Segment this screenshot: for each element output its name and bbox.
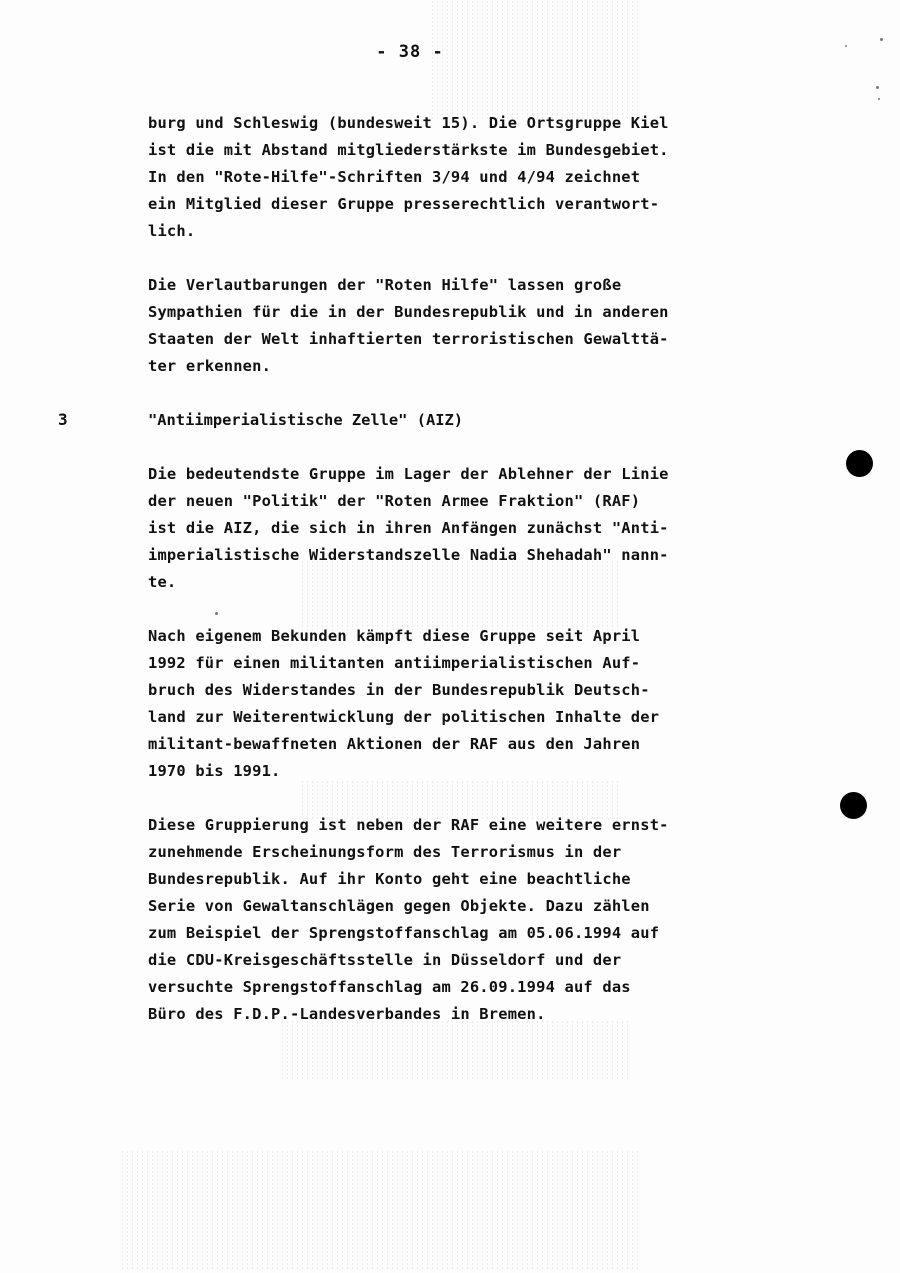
- margin-number: 3: [58, 410, 68, 429]
- scan-noise-bottom: [120, 1150, 640, 1270]
- paragraph: Die bedeutendste Gruppe im Lager der Ablehner der Linie der neuen "Politik" der "Roten Armee Fraktion" (RAF) ist die AIZ, die sich in ihren Anfängen zunächst "Anti- imperialistische Widerstandszelle Nadia Shehadah" nann- te.: [148, 465, 669, 591]
- page-number: - 38 -: [376, 42, 444, 62]
- paragraph: Diese Gruppierung ist neben der RAF eine weitere ernst- zunehmende Erscheinungsform des Terrorismus in der Bundesrepublik. Auf ihr Konto geht eine beachtliche Serie von Gewaltanschlägen gegen Objekte. Dazu zählen zum Beispiel der Sprengstoffanschlag am 05.06.1994 auf die CDU-Kreisgeschäftsstelle in Düsseldorf und der versuchte Sprengstoffanschlag am 26.09.1994 auf das Büro des F.D.P.-Landesverbandes in Bremen.: [148, 816, 669, 1023]
- scan-speck: [878, 98, 880, 100]
- scan-speck: [880, 38, 883, 41]
- scan-speck: [845, 45, 847, 47]
- paragraph: Die Verlautbarungen der "Roten Hilfe" lassen große Sympathien für die in der Bundesrepublik und in anderen Staaten der Welt inhaftierten terroristischen Gewalttä- ter erkennen.: [148, 276, 669, 375]
- paragraph: burg und Schleswig (bundesweit 15). Die Ortsgruppe Kiel ist die mit Abstand mitgliederstärkste im Bundesgebiet. In den "Rote-Hilfe"-Schriften 3/94 und 4/94 zeichnet ein Mitglied dieser Gruppe presserechtlich verantwort- lich.: [148, 114, 669, 240]
- paragraph: Nach eigenem Bekunden kämpft diese Gruppe seit April 1992 für einen militanten antiimperialistischen Auf- bruch des Widerstandes in der Bundesrepublik Deutsch- land zur Weiterentwicklung der politischen Inhalte der militant-bewaffneten Aktionen der RAF aus den Jahren 1970 bis 1991.: [148, 627, 660, 780]
- punch-hole: [840, 792, 867, 819]
- punch-hole: [846, 450, 873, 477]
- scan-speck: [876, 86, 879, 89]
- section-heading: "Antiimperialistische Zelle" (AIZ): [148, 411, 464, 429]
- body-text: [148, 110, 768, 1055]
